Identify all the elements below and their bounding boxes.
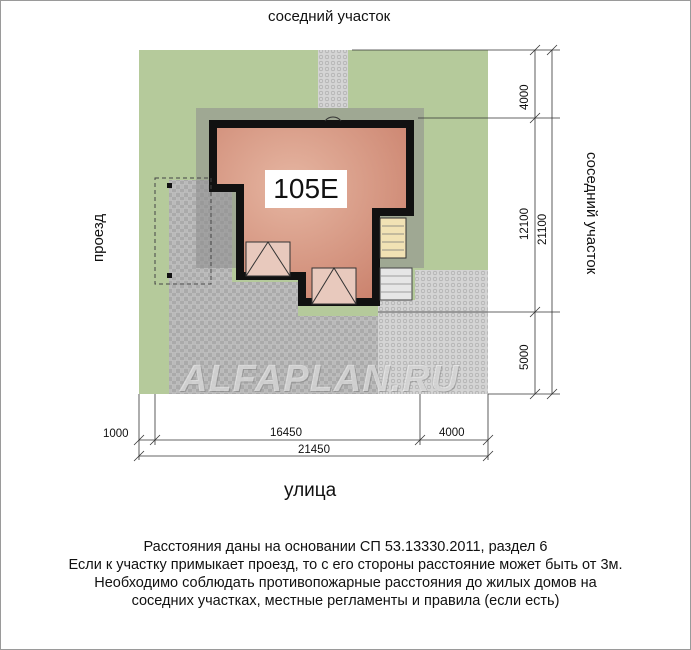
label-neighbor-right: соседний участок bbox=[583, 152, 600, 275]
note-line-2: Если к участку примыкает проезд, то с его стороны расстояние может быть от 3м. bbox=[68, 557, 623, 573]
note-line-3: Необходимо соблюдать противопожарные расстояния до жилых домов на bbox=[94, 575, 597, 591]
dim-21450: 21450 bbox=[298, 444, 330, 456]
dim-5000: 5000 bbox=[519, 344, 531, 370]
label-neighbor-top: соседний участок bbox=[268, 8, 391, 25]
top-path bbox=[318, 50, 348, 108]
label-street: улица bbox=[284, 480, 337, 501]
dim-1000: 1000 bbox=[103, 428, 129, 440]
dim-4000-horizontal: 4000 bbox=[439, 427, 465, 439]
entry-stairs bbox=[380, 218, 406, 258]
dim-21100: 21100 bbox=[537, 213, 549, 245]
note-line-4: соседних участках, местные регламенты и правила (если есть) bbox=[131, 593, 560, 609]
note-line-1: Расстояния даны на основании СП 53.13330.2011, раздел 6 bbox=[143, 539, 548, 555]
label-driveway: проезд bbox=[90, 213, 107, 262]
dim-4000-vertical: 4000 bbox=[519, 84, 531, 110]
watermark: ALFAPLAN.RU bbox=[180, 358, 460, 400]
dim-12100: 12100 bbox=[519, 208, 531, 240]
house-code: 105E bbox=[265, 170, 347, 208]
dim-16450: 16450 bbox=[270, 427, 302, 439]
